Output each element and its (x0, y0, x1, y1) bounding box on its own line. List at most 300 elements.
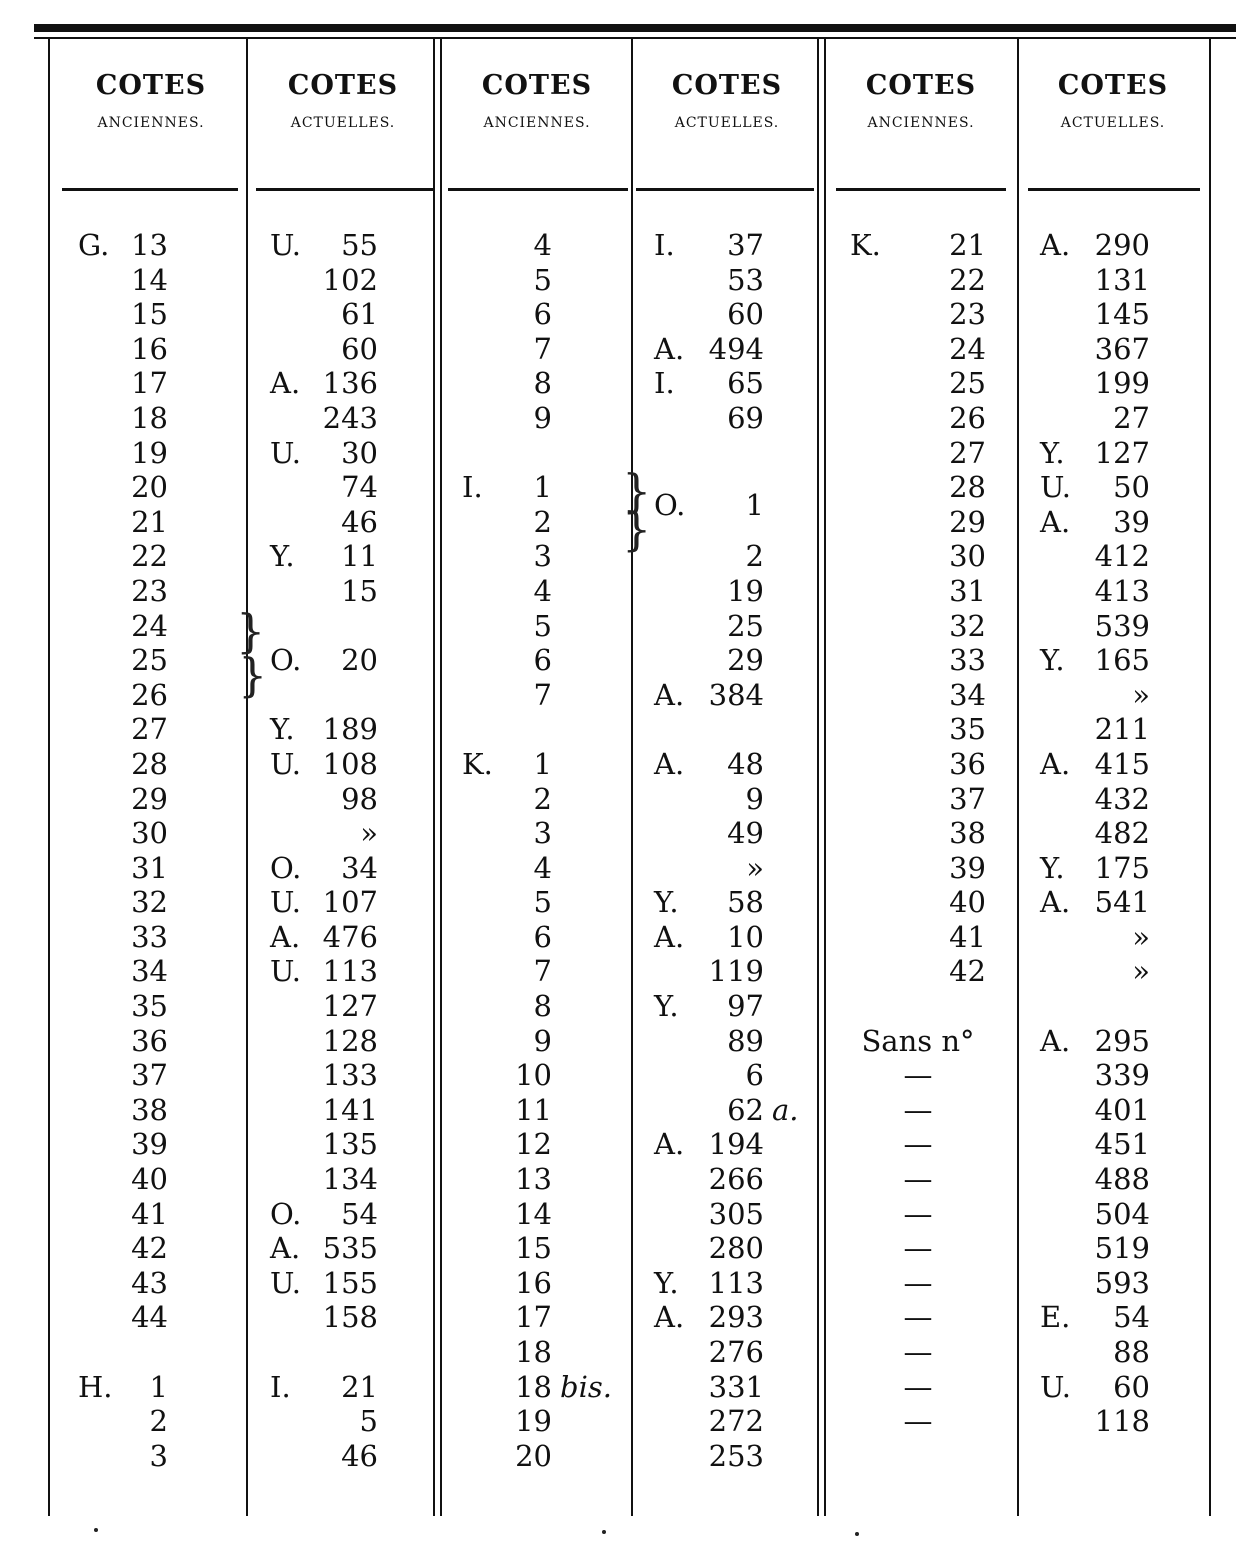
table-cell (1040, 1197, 1150, 1232)
table-cell (654, 297, 764, 332)
cote-number: 19 (515, 1404, 552, 1439)
table-cell (654, 609, 764, 644)
cote-number: 13 (515, 1162, 552, 1197)
table-cell (462, 1093, 552, 1128)
cote-prefix: A. (1040, 885, 1071, 920)
cote-number: 412 (1094, 539, 1150, 574)
cote-number: 62 (727, 1092, 764, 1127)
cote-prefix: K. (850, 228, 881, 262)
table-cell (462, 609, 552, 644)
table-cell (78, 643, 168, 678)
cote-prefix: Y. (270, 539, 295, 574)
cote-number: 118 (1094, 1404, 1150, 1439)
table-cell (1040, 1370, 1150, 1405)
cote-number: 18 (515, 1335, 552, 1369)
cote-number: 42 (131, 1231, 168, 1266)
cote-number: — (903, 1335, 933, 1369)
table-cell (1040, 297, 1150, 332)
table-cell (462, 1439, 552, 1474)
cote-prefix: Y. (654, 989, 679, 1024)
cote-number: 27 (131, 712, 168, 747)
cote-number: 34 (341, 850, 378, 885)
table-cell (1040, 851, 1150, 886)
cote-prefix: E. (1040, 1300, 1071, 1335)
cote-number: 25 (727, 608, 764, 643)
cote-number: 43 (131, 1265, 168, 1300)
table-cell (850, 1197, 986, 1232)
cote-number: 415 (1094, 746, 1150, 781)
speck-mark (855, 1532, 859, 1536)
cote-prefix: I. (654, 366, 675, 401)
cote-number: 5 (533, 262, 552, 297)
cote-number: 12 (515, 1127, 552, 1162)
cote-prefix: U. (270, 435, 301, 470)
cote-number: 199 (1094, 366, 1150, 401)
cote-number: 2 (533, 504, 552, 539)
cote-number: 11 (515, 1092, 552, 1127)
cote-number: 19 (727, 573, 764, 608)
table-cell (654, 782, 764, 817)
table-cell (270, 228, 378, 263)
cote-number: 4 (533, 850, 552, 885)
column-divider (631, 38, 633, 1516)
header-underline (62, 188, 238, 191)
table-cell (270, 920, 378, 955)
table-cell (462, 851, 552, 886)
table-cell (850, 332, 986, 367)
cote-number: 3 (533, 816, 552, 851)
cote-prefix: U. (270, 885, 301, 920)
cote-number: 98 (341, 781, 378, 816)
table-cell (654, 851, 764, 886)
cote-number: 18 (131, 400, 168, 435)
table-cell (1040, 1162, 1150, 1197)
cote-number: 37 (949, 781, 986, 816)
table-cell (654, 1439, 764, 1474)
cote-number: 27 (1113, 400, 1150, 435)
cote-number: 6 (533, 297, 552, 332)
cote-number: 384 (708, 677, 764, 712)
table-cell (270, 297, 378, 332)
table-cell (78, 263, 168, 298)
table-cell (78, 747, 168, 782)
cote-prefix: O. (654, 488, 686, 522)
table-cell (270, 1024, 378, 1059)
merged-entry (654, 488, 764, 523)
table-cell (462, 1197, 552, 1232)
cote-number: 29 (131, 781, 168, 816)
cote-number: — (903, 1369, 933, 1404)
cote-number: 15 (341, 573, 378, 608)
table-cell (1040, 1300, 1150, 1335)
cote-number: 165 (1094, 643, 1150, 678)
table-cell (462, 228, 552, 263)
cote-number: 16 (515, 1265, 552, 1300)
cote-prefix: A. (654, 919, 685, 954)
cote-number: 40 (949, 885, 986, 920)
cote-number: 14 (515, 1196, 552, 1231)
cote-number: 14 (131, 262, 168, 297)
cote-suffix: a. (772, 1092, 799, 1127)
table-cell (1040, 263, 1150, 298)
cote-prefix: Y. (1040, 850, 1065, 885)
cote-number: — (903, 1162, 933, 1197)
cote-number: » (746, 850, 764, 885)
table-cell (462, 1024, 552, 1059)
cote-number: 10 (515, 1058, 552, 1093)
cote-prefix: A. (654, 331, 685, 366)
table-cell (78, 816, 168, 851)
cote-number: 30 (341, 435, 378, 470)
table-cell (1040, 332, 1150, 367)
table-cell (654, 954, 764, 989)
cote-number: 5 (533, 885, 552, 920)
table-cell (654, 712, 764, 747)
table-cell (462, 263, 552, 298)
cote-prefix: A. (654, 677, 685, 712)
table-cell (850, 712, 986, 747)
table-cell (270, 366, 378, 401)
table-cell (270, 1439, 378, 1474)
table-cell (270, 1404, 378, 1439)
table-cell (462, 643, 552, 678)
table-cell (1040, 228, 1150, 263)
table-cell (850, 816, 986, 851)
table-cell (270, 539, 378, 574)
table-cell (462, 366, 552, 401)
table-cell (654, 263, 764, 298)
table-cell (78, 712, 168, 747)
table-cell (78, 782, 168, 817)
table-cell (654, 366, 764, 401)
header-subtitle: ANCIENNES. (97, 115, 205, 131)
cote-number: — (903, 1196, 933, 1231)
header-title: COTES (95, 70, 207, 101)
column-header-5 (828, 70, 1014, 131)
table-cell (1040, 1127, 1150, 1162)
table-cell (654, 1162, 764, 1197)
table-cell (654, 1058, 764, 1093)
cote-number: 1 (533, 470, 552, 505)
cote-number: 49 (727, 816, 764, 851)
cote-number: 1 (745, 488, 764, 522)
cote-number: 33 (949, 643, 986, 678)
cote-prefix: U. (270, 228, 301, 262)
table-cell (1040, 574, 1150, 609)
table-cell (78, 332, 168, 367)
cote-number: 504 (1094, 1196, 1150, 1231)
table-cell (850, 1300, 986, 1335)
table-cell (462, 401, 552, 436)
table-cell (270, 1127, 378, 1162)
cote-prefix: U. (1040, 470, 1071, 505)
table-cell (1040, 1024, 1150, 1059)
table-cell (462, 470, 552, 505)
table-cell (654, 1092, 799, 1128)
table-cell (462, 747, 552, 782)
cote-number: 280 (708, 1231, 764, 1266)
table-cell (270, 332, 378, 367)
cote-number: 17 (515, 1300, 552, 1335)
cote-number: 158 (322, 1300, 378, 1335)
table-cell (270, 954, 378, 989)
table-cell (462, 505, 552, 540)
table-cell (654, 920, 764, 955)
table-cell (654, 1024, 764, 1059)
anciennes-column-3 (850, 228, 986, 1439)
cote-prefix: G. (78, 228, 110, 262)
table-cell (1040, 1058, 1150, 1093)
table-cell (654, 574, 764, 609)
cote-number: 9 (533, 400, 552, 435)
table-cell (462, 678, 552, 713)
cote-number: 25 (949, 366, 986, 401)
table-cell (270, 1197, 378, 1232)
table-cell (654, 228, 764, 263)
table-cell (78, 297, 168, 332)
header-subtitle: ACTUELLES. (1060, 115, 1166, 131)
cote-number: 34 (949, 677, 986, 712)
cote-number: 26 (949, 400, 986, 435)
cote-number: 3 (533, 539, 552, 574)
table-cell (78, 920, 168, 955)
table-cell (270, 1370, 378, 1405)
cote-number: 136 (322, 366, 378, 401)
table-cell (850, 436, 986, 471)
cote-number: » (1132, 677, 1150, 712)
cote-prefix: A. (270, 366, 301, 401)
header-underline (1028, 188, 1200, 191)
cote-number: 155 (322, 1265, 378, 1300)
cote-prefix: K. (462, 746, 493, 781)
table-cell (78, 1266, 168, 1301)
cote-number: 13 (131, 228, 168, 262)
column-header-2 (250, 70, 436, 131)
cote-number: 113 (322, 954, 378, 989)
table-cell (1040, 436, 1150, 471)
cote-number: 4 (533, 573, 552, 608)
block-divider (817, 38, 819, 1516)
table-cell (78, 366, 168, 401)
table-cell (78, 1127, 168, 1162)
cote-number: 482 (1094, 816, 1150, 851)
cote-number: 36 (949, 746, 986, 781)
cote-prefix: A. (270, 1231, 301, 1266)
table-cell (462, 539, 552, 574)
table-cell (654, 401, 764, 436)
cote-number: 32 (949, 608, 986, 643)
table-cell (462, 1335, 552, 1370)
table-cell (270, 747, 378, 782)
table-cell (78, 1197, 168, 1232)
table-cell (78, 1058, 168, 1093)
table-cell (78, 678, 168, 713)
cote-number: 541 (1094, 885, 1150, 920)
cote-prefix: I. (270, 1369, 291, 1404)
column-header-4 (634, 70, 820, 131)
cote-number: — (903, 1058, 933, 1093)
cote-number: 20 (515, 1438, 552, 1473)
table-cell (78, 885, 168, 920)
table-cell (270, 436, 378, 471)
table-cell (654, 989, 764, 1024)
cote-number: 21 (131, 504, 168, 539)
cote-number: 8 (533, 989, 552, 1024)
right-brace-icon: } (236, 604, 266, 658)
table-cell (654, 1197, 764, 1232)
cote-number: — (903, 1300, 933, 1335)
table-cell (462, 1231, 552, 1266)
header-title: COTES (1057, 70, 1169, 101)
cote-number: 28 (131, 746, 168, 781)
table-cell (78, 1024, 168, 1059)
cote-number: 32 (131, 885, 168, 920)
cote-number: Sans n° (861, 1023, 975, 1058)
right-brace-icon: } (238, 648, 268, 702)
table-cell (270, 1335, 378, 1370)
cote-number: 37 (131, 1058, 168, 1093)
cote-number: 69 (727, 400, 764, 435)
table-cell (78, 1093, 168, 1128)
cote-number: 54 (1113, 1300, 1150, 1335)
cote-number: 1 (533, 746, 552, 781)
cote-number: 40 (131, 1162, 168, 1197)
table-cell (270, 1300, 378, 1335)
table-cell (462, 989, 552, 1024)
table-cell (462, 1162, 552, 1197)
cote-prefix: U. (1040, 1369, 1071, 1404)
cote-number: 133 (322, 1058, 378, 1093)
cote-number: 39 (1113, 504, 1150, 539)
cote-number: — (903, 1127, 933, 1162)
table-cell (850, 505, 986, 540)
cote-number: 175 (1094, 850, 1150, 885)
table-cell (850, 1404, 986, 1439)
cote-number: 46 (341, 1438, 378, 1473)
cote-number: 54 (341, 1196, 378, 1231)
cote-number: 74 (341, 470, 378, 505)
column-divider (246, 38, 248, 1516)
right-brace-icon: } (622, 502, 652, 556)
cote-number: 401 (1094, 1092, 1150, 1127)
table-cell (654, 816, 764, 851)
cote-number: 41 (949, 919, 986, 954)
block-divider (433, 38, 435, 1516)
cote-number: 53 (727, 262, 764, 297)
cote-number: 276 (708, 1335, 764, 1369)
cote-number: 28 (949, 470, 986, 505)
table-cell (462, 332, 552, 367)
cote-number: 10 (727, 919, 764, 954)
table-cell (850, 920, 986, 955)
cote-number: 243 (322, 400, 378, 435)
table-cell (462, 1300, 552, 1335)
cote-number: 16 (131, 331, 168, 366)
table-cell (462, 954, 552, 989)
cote-number: 33 (131, 919, 168, 954)
table-cell (270, 712, 378, 747)
cote-number: 24 (949, 331, 986, 366)
cote-number: 61 (341, 297, 378, 332)
cote-number: 89 (727, 1023, 764, 1058)
table-cell (654, 747, 764, 782)
cote-number: 134 (322, 1162, 378, 1197)
table-cell (270, 401, 378, 436)
table-cell (78, 401, 168, 436)
cote-number: 38 (131, 1092, 168, 1127)
cote-prefix: Y. (1040, 435, 1065, 470)
cote-number: 211 (1094, 712, 1150, 747)
cote-prefix: U. (270, 1265, 301, 1300)
table-cell (78, 1370, 168, 1405)
cote-number: 55 (341, 228, 378, 262)
table-cell (850, 1266, 986, 1301)
cote-number: 18 (515, 1369, 552, 1404)
table-cell (654, 1370, 764, 1405)
header-underline (256, 188, 434, 191)
table-cell (78, 1439, 168, 1474)
table-cell (462, 574, 552, 609)
table-cell (1040, 920, 1150, 955)
top-thin-rule (34, 37, 1236, 39)
table-cell (1040, 401, 1150, 436)
table-cell (654, 1335, 764, 1370)
cote-number: 305 (708, 1196, 764, 1231)
table-cell (270, 1162, 378, 1197)
table-cell (462, 1369, 612, 1405)
table-cell (78, 1404, 168, 1439)
cote-number: 39 (131, 1127, 168, 1162)
table-cell (850, 1370, 986, 1405)
table-cell (654, 643, 764, 678)
cote-number: — (903, 1404, 933, 1439)
table-cell (462, 885, 552, 920)
cote-number: 293 (708, 1300, 764, 1335)
speck-mark (94, 1528, 98, 1532)
cote-number: 128 (322, 1023, 378, 1058)
cote-number: 42 (949, 954, 986, 989)
table-cell (78, 989, 168, 1024)
table-cell (850, 401, 986, 436)
table-cell (78, 470, 168, 505)
cote-prefix: A. (654, 746, 685, 781)
cote-prefix: Y. (654, 885, 679, 920)
cote-prefix: O. (270, 850, 302, 885)
cote-number: 60 (727, 297, 764, 332)
cote-number: 22 (131, 539, 168, 574)
table-cell (78, 954, 168, 989)
table-cell (654, 885, 764, 920)
table-cell (462, 436, 552, 471)
cote-number: 9 (533, 1023, 552, 1058)
cote-number: 290 (1094, 228, 1150, 262)
cote-number: 22 (949, 262, 986, 297)
table-cell (462, 1404, 552, 1439)
table-cell (1040, 1404, 1150, 1439)
table-cell (850, 678, 986, 713)
cote-number: — (903, 1092, 933, 1127)
table-cell (850, 851, 986, 886)
cote-number: 1 (149, 1369, 168, 1404)
cote-number: 97 (727, 989, 764, 1024)
table-cell (850, 228, 986, 263)
table-cell (850, 1335, 986, 1370)
cote-number: 253 (708, 1438, 764, 1473)
cote-number: 107 (322, 885, 378, 920)
cote-number: 39 (949, 850, 986, 885)
table-cell (270, 851, 378, 886)
table-cell (850, 297, 986, 332)
